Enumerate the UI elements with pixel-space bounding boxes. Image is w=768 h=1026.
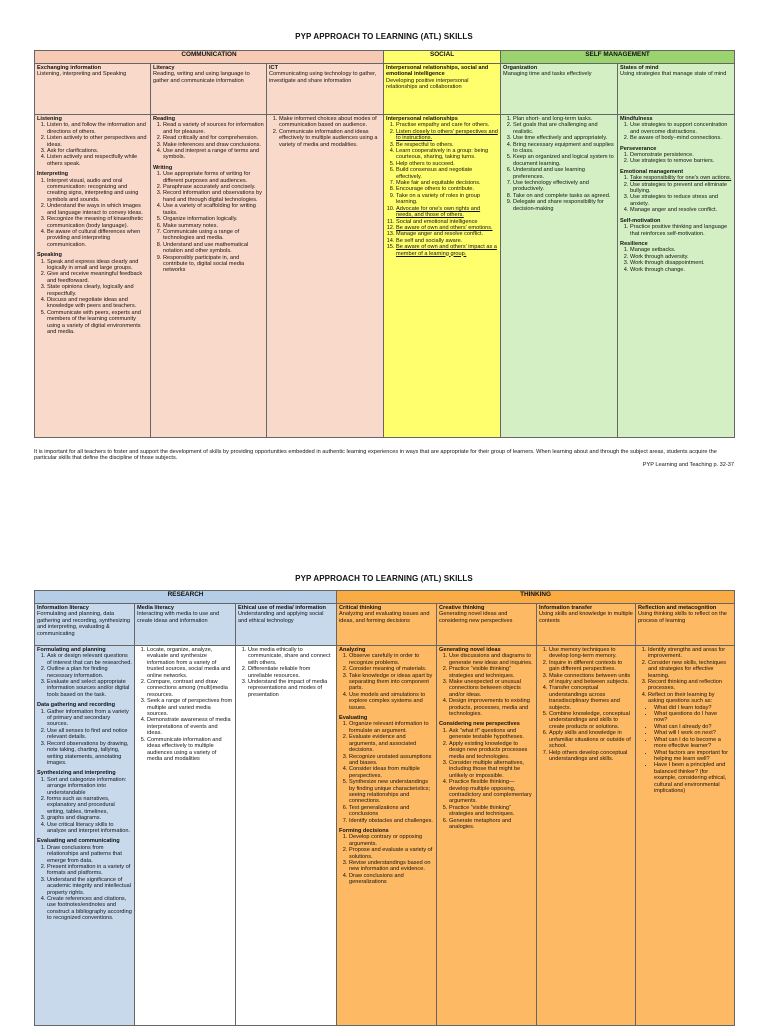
list-item: 1. Sort and categorize information: arrange information into understandable [47, 777, 132, 796]
list-item: 3. Understand the impact of media representations and modes of presentation [248, 679, 334, 698]
list-item: 7. Make fair and equitable decisions. [396, 180, 498, 186]
list-item: 6. Understand and use learning preferences. [513, 167, 615, 180]
list-item: 3. Make inferences and draw conclusions. [163, 142, 264, 148]
list-item: 10. Advocate for one's own rights and needs, and those of others. [396, 206, 498, 219]
list-item: 2. Use strategies to remove barriers. [630, 158, 732, 164]
list-item: • What can I do to become a more effective learner? [654, 737, 732, 750]
list-item: 14. Be self and socially aware. [396, 238, 498, 244]
cell-ict [267, 115, 384, 438]
list-item: 1. Use memory techniques to develop long-term memory. [549, 647, 633, 660]
cell-info-literacy: Formulating and planning 1. Ask or design relevant questions of interest that can be researched. 2. Outline a plan for finding necessary information. 3. Evaluate and select appropriate information sources and/or digital tools based on the task. Data gathering and recording 1. Gather information from a variety of primary and secondary sources. 2. Use all senses to find and notice relevant details. 3. Record observations by drawing, note taking, charting, tallying, writing statements, annotating images. Synthesizing and interpreting 1. Sort and categorize information: arrange information into understandable 2. forms such as narratives, explanatory and procedural writing, tables, timelines, 3. graphs and diagrams. 4. Use critical literacy skills to analyze and interpret information. Evaluating and communicating 1. Draw conclusions from relationships and patterns that emerge from data. 2. Present information in a variety of formats and platforms. 3. Understand the significance of academic integrity and intellectual property rights. 4. Create references and citations, use footnotes/endnotes and construct a bibliography according to recognized conventions. [35, 646, 135, 1026]
list-item: 3. Recognize the meaning of kinaesthetic communication (body language). [47, 216, 148, 229]
page1-note: It is important for all teachers to foster and support the development of skills by providing opportunities embedded in authentic learning experiences in ways that are appropriate for their group of learners. When learning about and through the subject areas, students acquire the particular skills that define the discipline of those subjects. [34, 449, 717, 462]
cell-transfer [537, 646, 636, 1026]
cell-interpersonal: Interpersonal relationships 1. Practise empathy and care for others. 2. Listen closely to others' perspectives and to instructions. 3. Be respectful to others. 4. Learn cooperatively in a group: being courteous, sharing, taking turns. 5. Help others to succeed. 6. Build consensus and negotiate effectively. 7. Make fair and equitable decisions. 8. Encourage others to contribute. 9. Take on a variety of roles in group learning. 10. Advocate for one's own rights and needs, and those of others. 11. Social and emotional intelligence 12. Be aware of own and others' emotions. 13. Manage anger and resolve conflict. 14. Be self and socially aware. 15. Be aware of own and others' impact as a member of a learning group. [384, 115, 501, 438]
cell-critical: Analyzing 1. Observe carefully in order to recognize problems. 2. Consider meaning of materials. 3. Take knowledge or ideas apart by separating them into component parts. 4. Use models and simulations to explore complex systems and issues. Evaluating 1. Organize relevant information to formulate an argument. 2. Evaluate evidence and arguments, and associated decisions. 3. Recognize unstated assumptions and biases. 4. Consider ideas from multiple perspectives. 5. Synthesize new understandings by finding unique characteristics; seeing relationships and connections. 6. Test generalizations and conclusions 7. Identify obstacles and challenges. Forming decisions 1. Develop contrary or opposing arguments. 2. Propose and evaluate a variety of solutions. 3. Revise understandings based on new information and evidence. 4. Draw conclusions and generalizations [337, 646, 437, 1026]
list-item: 2. Use strategies to prevent and eliminate bullying. [630, 182, 732, 195]
list-item: 1. Ask “what if” questions and generate testable hypotheses. [449, 728, 534, 741]
sub-creative: Creative thinking Generating novel ideas and considering new perspectives [437, 604, 537, 646]
list-item: 4. Be aware of cultural differences when providing and interpreting communication. [47, 229, 148, 248]
list-item: 2. Propose and evaluate a variety of solutions. [349, 847, 434, 860]
cell-states: Mindfulness 1. Use strategies to support concentration and overcome distractions. 2. Be aware of body–mind connections. Perseverance 1. Demonstrate persistence. 2. Use strategies to remove barriers. Emotional management 1. Take responsibility for one's own actions. 2. Use strategies to prevent and eliminate bullying. 3. Use strategies to reduce stress and anxiety. 4. Manage anger and resolve conflict. Self-motivation 1. Practice positive thinking and language that reinforces self-motivation. Resilience 1. Manage setbacks. 2. Work through adversity. 3. Work through disappointment. 4. Work through change. [618, 115, 735, 438]
cell-literacy: Reading 1. Read a variety of sources for information and for pleasure. 2. Read critically and for comprehension. 3. Make inferences and draw conclusions. 4. Use and interpret a range of terms and symbols. Writing 1. Use appropriate forms of writing for different purposes and audiences. 2. Paraphrase accurately and concisely. 3. Record information and observations by hand and through digital technologies. 4. Use a variety of scaffolding for writing tasks. 5. Organize information logically. 6. Make summary notes. 7. Communicate using a range of technologies and media. 8. Understand and use mathematical notation and other symbols. 9. Responsibly participate in, and contribute to, digital social media networks [151, 115, 267, 438]
list-item: 1. Gather information from a variety of primary and secondary sources. [47, 709, 132, 728]
header-self-management: SELF MANAGEMENT [501, 51, 735, 64]
list-item: 1. Identify strengths and areas for improvement. [648, 647, 732, 660]
list-item: 2. Set goals that are challenging and realistic. [513, 122, 615, 135]
atl-table-page2 [34, 590, 735, 1026]
list-item: 3. Record observations by drawing, note taking, charting, tallying, writing statements, annotating images. [47, 741, 132, 767]
list-item: 2. Work through adversity. [630, 254, 732, 260]
sub-interpersonal: Interpersonal relationships, social and emotional intelligence Developing positive interpersonal relationships and collaboration [384, 64, 501, 115]
list-item: 1. Locate, organize, analyze, evaluate and synthesize information from a variety of trusted sources, social media and online networks. [147, 647, 233, 679]
list-item: 2. Compare, contrast and draw connections among (multi)media resources. [147, 679, 233, 698]
header-thinking: THINKING [337, 591, 735, 604]
list-item: 3. Understand the significance of academic integrity and intellectual property rights. [47, 877, 132, 896]
header-social: SOCIAL [384, 51, 501, 64]
list-item: 5. Communicate information and ideas effectively to multiple audiences using a variety of media and modalities [147, 737, 233, 763]
list-item: 4. Manage anger and resolve conflict. [630, 207, 732, 213]
list-item: 2. Listen actively to other perspectives and ideas. [47, 135, 148, 148]
list-item: 1. Plan short- and long-term tasks. [513, 116, 615, 122]
list-item: 2. Understand the ways in which images and language interact to convey ideas. [47, 203, 148, 216]
list-item: 1. Practice positive thinking and language that reinforces self-motivation. [630, 224, 732, 237]
list-item: 7. Help others develop conceptual understandings and skills. [549, 750, 633, 763]
list-item: 3. Record thinking and reflection processes. [648, 679, 732, 692]
list-item: 6. Test generalizations and conclusions [349, 805, 434, 818]
list-item: 4. Discuss and negotiate ideas and knowledge with peers and teachers. [47, 297, 148, 310]
list-item: 3. Work through disappointment. [630, 260, 732, 266]
list-item: 1. Observe carefully in order to recognize problems. [349, 653, 434, 666]
list-item: 3. Be respectful to others. [396, 142, 498, 148]
list-item: 4. Design improvements to existing products, processes, media and technologies. [449, 698, 534, 717]
list-item: 1. Read a variety of sources for information and for pleasure. [163, 122, 264, 135]
cell-ethical [236, 646, 337, 1026]
list-item: 12. Be aware of own and others' emotions. [396, 225, 498, 231]
list-item: 1. Make informed choices about modes of communication based on audience. [279, 116, 381, 129]
list-item: 2. Apply existing knowledge to design new products processes media and technologies. [449, 741, 534, 760]
list-item: 15. Be aware of own and others' impact as a member of a learning group. [396, 244, 498, 257]
sub-critical: Critical thinking Analyzing and evaluating issues and ideas, and forming decisions [337, 604, 437, 646]
list-item: 3. Make unexpected or unusual connections between objects and/or ideas. [449, 679, 534, 698]
list-item: 1. Use media ethically to communicate, share and connect with others. [248, 647, 334, 666]
list-item: 1. Manage setbacks. [630, 247, 732, 253]
sub-media-literacy: Media literacy Interacting with media to use and create ideas and information [135, 604, 236, 646]
list-item: 6. Generate metaphors and analogies. [449, 818, 534, 831]
list-item: 3. graphs and diagrams. [47, 815, 132, 821]
list-item: 7. Use technology effectively and productively. [513, 180, 615, 193]
list-item: 4. Practice flexible thinking— develop multiple opposing, contradictory and complementary arguments. [449, 779, 534, 805]
list-item: 6. Apply skills and knowledge in unfamiliar situations or outside of school. [549, 730, 633, 749]
list-item: 2. Be aware of body–mind connections. [630, 135, 732, 141]
list-item: 3. Revise understandings based on new information and evidence. [349, 860, 434, 873]
list-item: 3. Use time effectively and appropriately. [513, 135, 615, 141]
list-item: 4. Consider ideas from multiple perspectives. [349, 766, 434, 779]
list-item: 4. Transfer conceptual understandings across transdisciplinary themes and subjects. [549, 685, 633, 711]
list-item: 11. Social and emotional intelligence [396, 219, 498, 225]
list-item: 4. Listen actively and respectfully while others speak. [47, 154, 148, 167]
list-item: • What can I already do? [654, 724, 732, 730]
page1-title: PYP APPROACH TO LEARNING (ATL) SKILLS [295, 32, 473, 41]
list-item: 1. Take responsibility for one's own actions. [630, 175, 732, 181]
list-item: 5. Keep an organized and logical system to document learning. [513, 154, 615, 167]
atl-table-page1 [34, 50, 735, 438]
page2-title: PYP APPROACH TO LEARNING (ATL) SKILLS [295, 574, 473, 583]
list-item: 6. Build consensus and negotiate effectively. [396, 167, 498, 180]
list-item: 4. Create references and citations, use footnotes/endnotes and construct a bibliography according to recognized conventions. [47, 896, 132, 922]
list-item: • What questions do I have now? [654, 711, 732, 724]
list-item: 4. Use critical literacy skills to analyze and interpret information. [47, 822, 132, 835]
list-item: 3. Use strategies to reduce stress and anxiety. [630, 194, 732, 207]
list-item: 2. Consider new skills, techniques and strategies for effective learning. [648, 660, 732, 679]
page1-citation: PYP Learning and Teaching p. 32-37 [642, 462, 734, 468]
cell-exchanging: Listening 1. Listen to, and follow the information and directions of others. 2. Listen actively to other perspectives and ideas. 3. Ask for clarifications. 4. Listen actively and respectfully while others speak. Interpreting 1. Interpret visual, audio and oral communication: recognizing and creating signs, interpreting and using symbols and sounds. 2. Understand the ways in which images and language interact to convey ideas. 3. Recognize the meaning of kinaesthetic communication (body language). 4. Be aware of cultural differences when providing and interpreting communication. Speaking 1. Speak and express ideas clearly and logically in small and large groups. 2. Give and receive meaningful feedback and feedforward. 3. State opinions clearly, logically and respectfully. 4. Discuss and negotiate ideas and knowledge with peers and teachers. 5. Communicate with peers, experts and members of the learning community using a variety of digital environments and media. [35, 115, 151, 438]
list-item: 8. Understand and use mathematical notation and other symbols. [163, 242, 264, 255]
list-item: 9. Take on a variety of roles in group learning. [396, 193, 498, 206]
list-item: 3. Recognize unstated assumptions and biases. [349, 754, 434, 767]
list-item: • Have I been a principled and balanced thinker? (for example, considering ethical, cultural and environmental implications) [654, 762, 732, 794]
cell-organization [501, 115, 618, 438]
sub-ethical: Ethical use of media/ information Understanding and applying social and ethical technology [236, 604, 337, 646]
list-item: 3. Ask for clarifications. [47, 148, 148, 154]
list-item: 2. Practice “visible thinking” strategies and techniques. [449, 666, 534, 679]
list-item: 1. Draw conclusions from relationships and patterns that emerge from data. [47, 845, 132, 864]
list-item: 4. Use models and simulations to explore complex systems and issues. [349, 692, 434, 711]
list-item: 2. Evaluate evidence and arguments, and associated decisions. [349, 734, 434, 753]
list-item: 7. Identify obstacles and challenges. [349, 818, 434, 824]
cell-reflection [636, 646, 735, 1026]
list-item: 3. Evaluate and select appropriate information sources and/or digital tools based on the task. [47, 679, 132, 698]
list-item: 1. Demonstrate persistence. [630, 152, 732, 158]
list-item: 1. Use discussions and diagrams to generate new ideas and inquiries. [449, 653, 534, 666]
list-item: 4. Reflect on their learning by asking questions such as: [648, 692, 732, 705]
sub-ict: ICT Communicating using technology to gather, investigate and share information [267, 64, 384, 115]
list-item: 4. Bring necessary equipment and supplies to class. [513, 142, 615, 155]
list-item: 1. Use strategies to support concentration and overcome distractions. [630, 122, 732, 135]
list-item: 2. Consider meaning of materials. [349, 666, 434, 672]
sub-organization: Organization Managing time and tasks effectively [501, 64, 618, 115]
list-item: 8. Encourage others to contribute. [396, 186, 498, 192]
list-item: 9. Responsibly participate in, and contribute to, digital social media networks [163, 255, 264, 274]
list-item: 3. Consider multiple alternatives, including those that might be unlikely or impossible. [449, 760, 534, 779]
sub-reflection: Reflection and metacognition Using thinking skills to reflect on the process of learning [636, 604, 735, 646]
list-item: 2. Communicate information and ideas effectively to multiple audiences using a variety of media and modalities. [279, 129, 381, 148]
list-item: 2. Outline a plan for finding necessary information. [47, 666, 132, 679]
list-item: 4. Draw conclusions and generalizations [349, 873, 434, 886]
header-communication: COMMUNICATION [35, 51, 384, 64]
list-item: 5. Combine knowledge, conceptual understandings and skills to create products or solutions. [549, 711, 633, 730]
sub-states: States of mind Using strategies that manage state of mind [618, 64, 735, 115]
list-item: 2. Read critically and for comprehension. [163, 135, 264, 141]
list-item: 3. Record information and observations by hand and through digital technologies. [163, 190, 264, 203]
list-item: 1. Use appropriate forms of writing for different purposes and audiences. [163, 171, 264, 184]
list-item: 1. Interpret visual, audio and oral communication: recognizing and creating signs, interpreting and using symbols and sounds. [47, 178, 148, 204]
list-item: 9. Delegate and share responsibility for decision-making [513, 199, 615, 212]
list-item: 5. Synthesize new understandings by finding unique characteristics; seeing relationships and connections. [349, 779, 434, 805]
list-item: 6. Make summary notes. [163, 223, 264, 229]
list-item: 2. Give and receive meaningful feedback and feedforward. [47, 271, 148, 284]
list-item: 2. Inquire in different contexts to gain different perspectives. [549, 660, 633, 673]
list-item: 2. Paraphrase accurately and concisely. [163, 184, 264, 190]
list-item: 3. State opinions clearly, logically and respectfully. [47, 284, 148, 297]
list-item: 1. Practise empathy and care for others. [396, 122, 498, 128]
list-item: 2. forms such as narratives, explanatory and procedural writing, tables, timelines, [47, 796, 132, 815]
list-item: 3. Take knowledge or ideas apart by separating them into component parts. [349, 673, 434, 692]
list-item: • What factors are important for helping me learn well? [654, 750, 732, 763]
header-research: RESEARCH [35, 591, 337, 604]
sub-transfer: Information transfer Using skills and knowledge in multiple contexts [537, 604, 636, 646]
list-item: • What did I learn today? [654, 705, 732, 711]
list-item: 2. Present information in a variety of formats and platforms. [47, 864, 132, 877]
list-item: 2. Use all senses to find and notice relevant details. [47, 728, 132, 741]
list-item: 5. Organize information logically. [163, 216, 264, 222]
list-item: 3. Seek a range of perspectives from multiple and varied media sources. [147, 698, 233, 717]
list-item: 4. Demonstrate awareness of media interpretations of events and ideas. [147, 717, 233, 736]
list-item: • What will I work on next? [654, 730, 732, 736]
list-item: 5. Communicate with peers, experts and members of the learning community using a variety of digital environments and media. [47, 310, 148, 336]
list-item: 1. Develop contrary or opposing arguments. [349, 834, 434, 847]
list-item: 2. Listen closely to others' perspectives and to instructions. [396, 129, 498, 142]
list-item: 8. Take on and complete tasks as agreed. [513, 193, 615, 199]
cell-media-literacy [135, 646, 236, 1026]
list-item: 5. Help others to succeed. [396, 161, 498, 167]
list-item: 1. Ask or design relevant questions of interest that can be researched. [47, 653, 132, 666]
sub-exchanging: Exchanging information Listening, interpreting and Speaking [35, 64, 151, 115]
list-item: 4. Use a variety of scaffolding for writing tasks. [163, 203, 264, 216]
list-item: 7. Communicate using a range of technologies and media. [163, 229, 264, 242]
list-item: 1. Speak and express ideas clearly and logically in small and large groups. [47, 259, 148, 272]
list-item: 4. Use and interpret a range of terms and symbols. [163, 148, 264, 161]
sub-info-literacy: Information literacy Formulating and planning, data gathering and recording, synthesizing and interpreting, evaluating & communicating [35, 604, 135, 646]
list-item: 1. Organize relevant information to formulate an argument. [349, 721, 434, 734]
list-item: 2. Differentiate reliable from unreliable resources. [248, 666, 334, 679]
list-item: 13. Manage anger and resolve conflict. [396, 231, 498, 237]
list-item: 4. Work through change. [630, 267, 732, 273]
list-item: 3. Make connections between units of inquiry and between subjects. [549, 673, 633, 686]
list-item: 1. Listen to, and follow the information and directions of others. [47, 122, 148, 135]
list-item: 5. Practice “visible thinking” strategies and techniques. [449, 805, 534, 818]
cell-creative: Generating novel ideas 1. Use discussions and diagrams to generate new ideas and inquiries. 2. Practice “visible thinking” strategies and techniques. 3. Make unexpected or unusual connections between objects and/or ideas. 4. Design improvements to existing products, processes, media and technologies. Considering new perspectives 1. Ask “what if” questions and generate testable hypotheses. 2. Apply existing knowledge to design new products processes media and technologies. 3. Consider multiple alternatives, including those that might be unlikely or impossible. 4. Practice flexible thinking— develop multiple opposing, contradictory and complementary arguments. 5. Practice “visible thinking” strategies and techniques. 6. Generate metaphors and analogies. [437, 646, 537, 1026]
list-item: 4. Learn cooperatively in a group: being courteous, sharing, taking turns. [396, 148, 498, 161]
sub-literacy: Literacy Reading, writing and using language to gather and communicate information [151, 64, 267, 115]
